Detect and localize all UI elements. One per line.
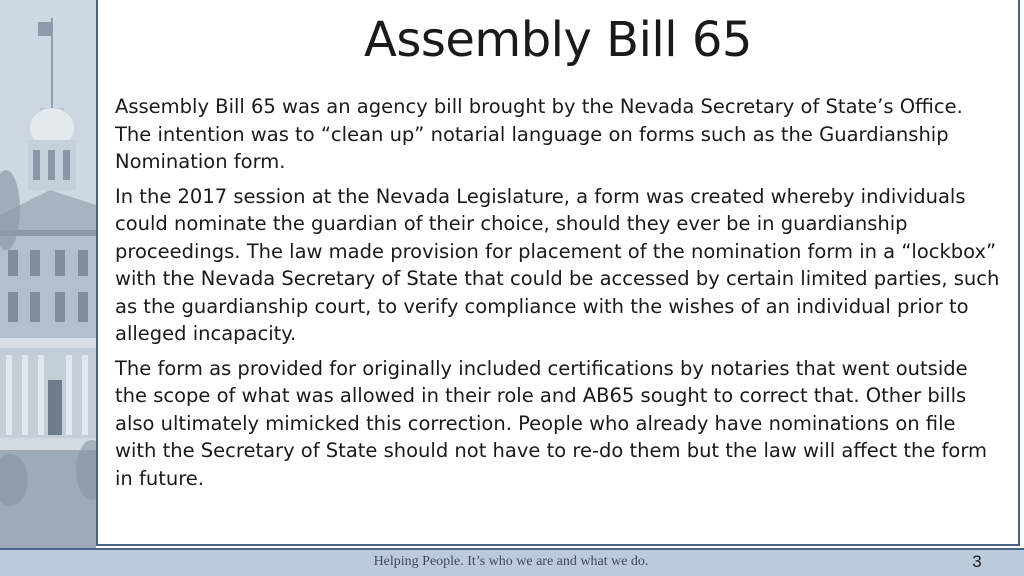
paragraph-2: In the 2017 session at the Nevada Legislature, a form was created whereby individuals could nominate the guardian of their choice, should they ever be in guardianship proceedings. The law made provision for placement of the nomination form in a “lockbox” with the Nevada Secretary of State that could be accessed by certain limited parties, such as the guardianship court, to verify compliance with the wishes of an individual prior to alleged incapacity.: [115, 184, 1000, 345]
page-number: 3: [972, 552, 982, 571]
paragraph-3: The form as provided for originally included certifications by notaries that went outside the scope of what was allowed in their role and AB65 sought to correct that. Other bills also ultimately mimicked this correction. People who already have nominations on file with the Secretary of State should not have to re-do them but the law will affect the form in future.: [115, 356, 987, 490]
slide-title: Assembly Bill 65: [364, 12, 752, 68]
footer-tagline: Helping People. It’s who we are and what we do.: [373, 554, 649, 569]
paragraph-1: Assembly Bill 65 was an agency bill brought by the Nevada Secretary of State’s Office. The intention was to “clean up” notarial language on forms such as the Guardianship Nomination form.: [115, 95, 963, 173]
capitol-building-illustration: [0, 0, 96, 548]
slide-body: [115, 93, 1000, 499]
capitol-building-image: [0, 0, 96, 548]
